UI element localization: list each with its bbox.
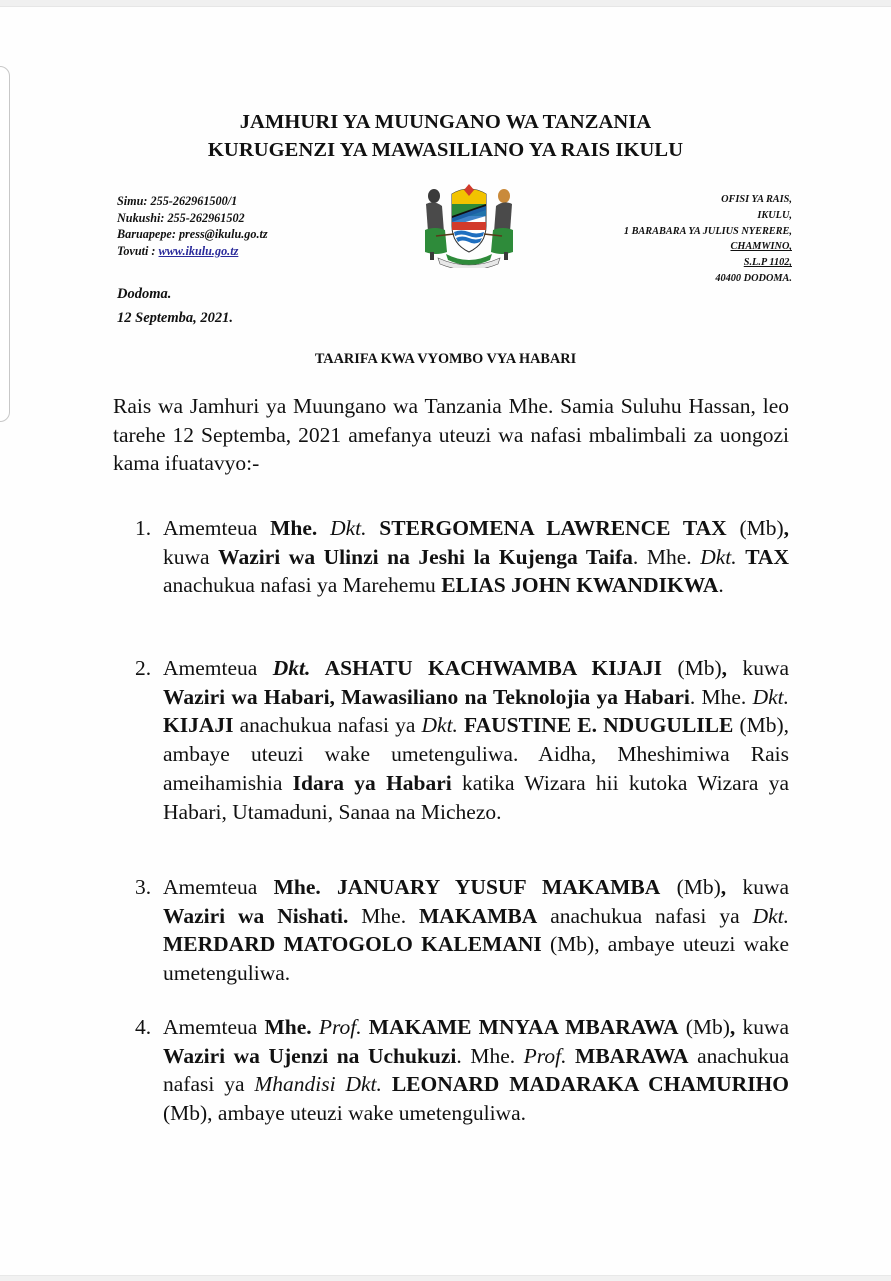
date: 12 Septemba, 2021.: [117, 310, 233, 326]
website-label: Tovuti :: [117, 243, 159, 258]
bold-text: TAX: [745, 544, 789, 569]
bold-text: Mhe.: [264, 1015, 312, 1039]
bold-text: KIJAJI: [163, 713, 234, 738]
address-line: IKULU,: [757, 209, 792, 221]
italic-text: Dkt.: [700, 544, 737, 569]
bold-text: Mhe. JANUARY YUSUF MAKAMBA: [273, 875, 661, 899]
text: .: [718, 573, 724, 598]
bold-text: MAKAME MNYAA MBARAWA: [361, 1015, 679, 1039]
website-link[interactable]: www.ikulu.go.tz: [158, 243, 239, 258]
header-line-2: KURUGENZI YA MAWASILIANO YA RAIS IKULU: [207, 139, 684, 161]
list-item: [135, 654, 790, 826]
bold-text: Idara ya Habari: [292, 770, 452, 795]
bold-text: ,: [721, 656, 728, 680]
address-block: [624, 192, 792, 287]
address-line: S.L.P 1102,: [743, 257, 792, 269]
item-number: 4.: [135, 1015, 152, 1039]
contact-website-row: [117, 243, 268, 260]
address-line: CHAMWINO,: [730, 241, 792, 253]
address-line: 1 BARABARA YA JULIUS NYERERE,: [623, 225, 792, 237]
text: (Mb), ambaye uteuzi wake umetenguliwa.: [163, 932, 789, 986]
contact-fax: Nukushi: 255-262961502: [117, 210, 245, 225]
bold-text: Mhe.: [270, 516, 318, 540]
bold-text: Waziri wa Ujenzi na Uchukuzi: [163, 1043, 457, 1068]
contact-phone: Simu: 255-262961500/1: [117, 194, 238, 208]
text: (Mb), ambaye uteuzi wake umetenguliwa. Aidha, Mheshimiwa Rais ameihamishia: [163, 713, 790, 795]
text: anachukua nafasi ya: [537, 903, 753, 928]
text: . Mhe.: [456, 1043, 524, 1068]
item-number: 3.: [135, 875, 152, 899]
bold-text: ASHATU KACHWAMBA KIJAJI: [310, 656, 663, 680]
italic-text: Dkt.: [752, 903, 789, 928]
bold-text: MAKAMBA: [419, 903, 538, 928]
italic-text: Prof.: [523, 1043, 567, 1068]
text: (Mb): [678, 1015, 730, 1039]
bold-text: MBARAWA: [575, 1043, 689, 1068]
text: (Mb), ambaye uteuzi wake umetenguliwa.: [163, 1101, 526, 1126]
place: Dodoma.: [117, 286, 172, 302]
bold-text: Waziri wa Nishati.: [163, 903, 349, 928]
bold-text: MERDARD MATOGOLO KALEMANI: [163, 932, 542, 957]
text: anachukua nafasi ya Marehemu: [163, 573, 442, 598]
text: [382, 1072, 392, 1096]
bold-text: ELIAS JOHN KWANDIKWA: [441, 573, 719, 598]
place-date-block: [117, 282, 233, 330]
text: katika Wizara hii kutoka Wizara ya Habari, Utamaduni, Sanaa na Michezo.: [163, 770, 789, 824]
bottom-edge: [0, 1275, 891, 1281]
italic-text: Mhandisi Dkt.: [254, 1072, 382, 1097]
text: anachukua nafasi ya: [163, 1043, 790, 1097]
address-line: OFISI YA RAIS,: [721, 194, 792, 205]
item-number: 2.: [135, 656, 152, 680]
list-item: [135, 1013, 790, 1128]
list-item: [135, 514, 790, 600]
tanzania-coat-of-arms-icon: [416, 180, 522, 268]
bold-text: ,: [729, 1015, 736, 1039]
bold-text: ,: [783, 516, 790, 540]
bold-text: STERGOMENA LAWRENCE TAX: [366, 516, 727, 540]
text: Amemteua: [163, 1015, 265, 1039]
bold-text: Waziri wa Ulinzi na Jeshi la Kujenga Taifa: [218, 544, 633, 569]
text: Amemteua: [163, 875, 274, 899]
text: . Mhe.: [689, 684, 753, 709]
text: [737, 545, 746, 569]
text: Amemteua: [163, 656, 273, 680]
intro-paragraph: Rais wa Jamhuri ya Muungano wa Tanzania Mhe. Samia Suluhu Hassan, leo tarehe 12 Septemba, 2021 amefanya uteuzi wa nafasi mbalimbali za uongozi kama ifuatavyo:-: [113, 394, 789, 476]
contact-block: [117, 193, 268, 259]
text: kuwa: [163, 544, 219, 569]
italic-text: Dkt.: [752, 684, 789, 709]
text: kuwa: [727, 656, 790, 680]
italic-text: Prof.: [311, 1015, 362, 1039]
text: [566, 1044, 575, 1068]
text: Mhe.: [348, 903, 420, 928]
text: kuwa: [726, 875, 790, 899]
bold-text: Waziri wa Habari, Mawasiliano na Teknolojia ya Habari: [163, 684, 690, 709]
list-item: [135, 873, 790, 988]
italic-text: Dkt.: [317, 516, 367, 540]
text: (Mb): [660, 875, 721, 899]
document-title: TAARIFA KWA VYOMBO VYA HABARI: [314, 351, 577, 367]
bold-text: FAUSTINE E. NDUGULILE: [464, 713, 734, 738]
contact-email: Baruapepe: press@ikulu.go.tz: [117, 227, 268, 241]
bold-italic-text: Dkt.: [272, 656, 311, 680]
header-line-1: JAMHURI YA MUUNGANO WA TANZANIA: [239, 111, 652, 133]
text: Amemteua: [163, 516, 271, 540]
text: (Mb): [662, 656, 722, 680]
text: (Mb): [726, 516, 784, 540]
text: kuwa: [735, 1015, 790, 1039]
text: anachukua nafasi ya: [233, 713, 422, 738]
item-number: 1.: [135, 516, 152, 540]
bold-text: LEONARD MADARAKA CHAMURIHO: [391, 1072, 790, 1097]
bold-text: ,: [720, 875, 727, 899]
top-edge: [0, 0, 891, 7]
text: . Mhe.: [632, 544, 701, 569]
address-line: 40400 DODOMA.: [715, 272, 792, 284]
italic-text: Dkt.: [421, 713, 458, 738]
